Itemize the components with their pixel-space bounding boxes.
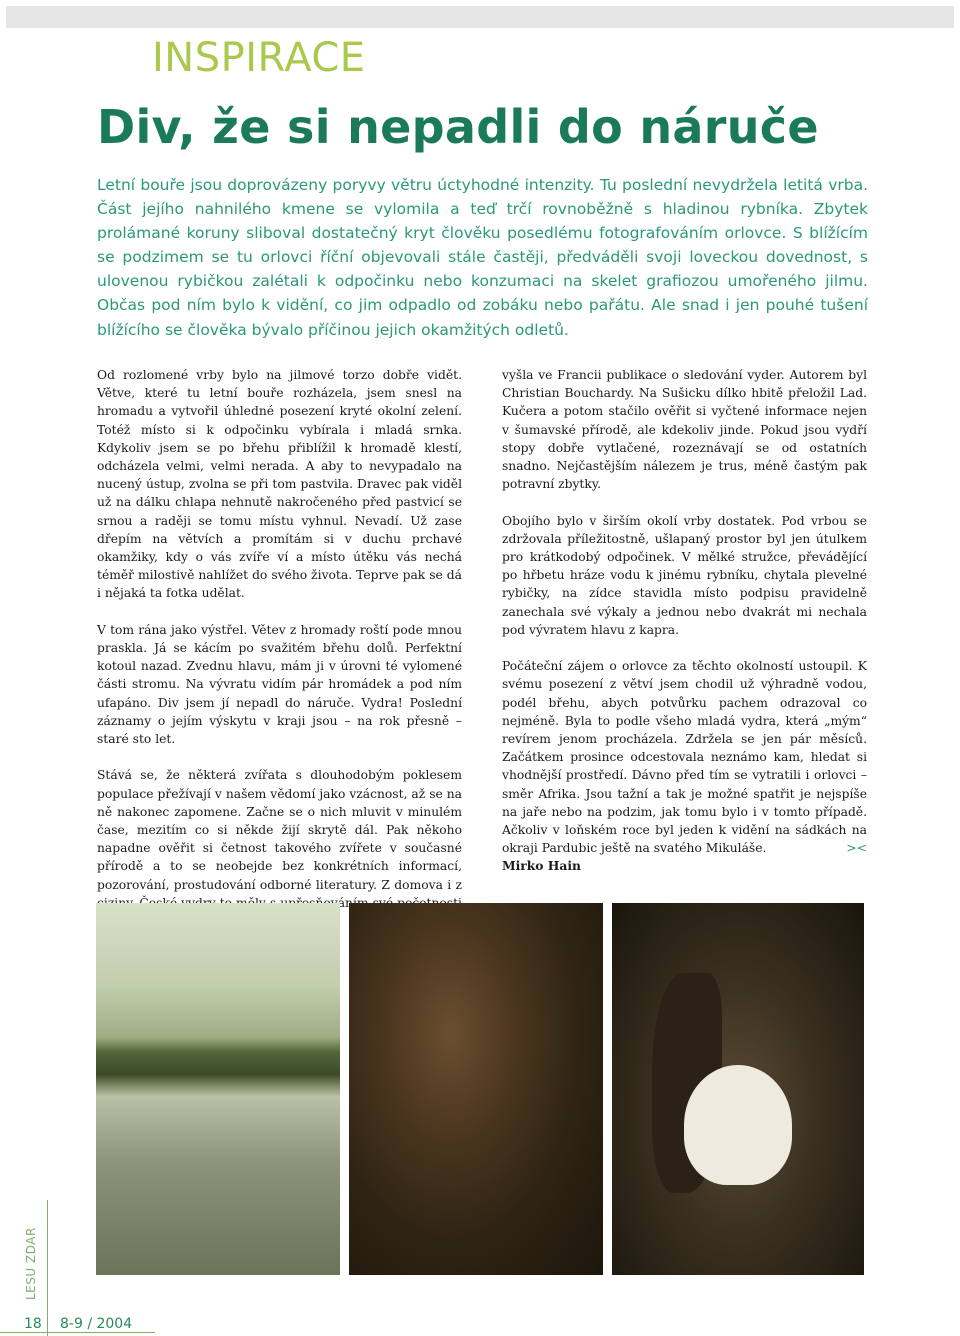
end-mark: >< [846,841,867,856]
photo-pond-landscape [96,903,340,1275]
paragraph: V tom rána jako výstřel. Větev z hromady roští pode mnou praskla. Já se kácím po svažitém břehu dolů. Perfektní kotoul nazad. Zvednu hlavu, mám ji v úrovni té vylomené části stromu. Na vývratu vidím pár hromádek a pod ním ufapáno. Div jsem jí nepadl do náruče. Vydra! Poslední záznamy o jejím výskytu v kraji jsou – na rok přesně – staré sto let. [97,622,462,747]
body-column-right [502,366,867,894]
issue-number: 8-9 / 2004 [60,1316,133,1332]
footer-horizontal-line [0,1332,155,1333]
osprey-breast [684,1065,792,1185]
journal-name: LESU ZDAR [24,1227,38,1300]
footer-divider [47,1306,48,1336]
body-column-left [97,366,462,948]
paragraph: Stává se, že některá zvířata s dlouhodobým poklesem populace přežívají v našem vědomí jako vzácnost, až se na ně nakonec zapomene. Začne se o nich mluvit v minulém čase, mezitím co si někde žijí skrytě dál. Pak někoho napadne ověřit si četnost takového zvířete v současné přírodě a to se neobejde bez konkrétních informací, pozorování, prostudování odborné literatury. Z domova i z [97,768,462,892]
photo-otter-in-branches [349,903,603,1275]
paragraph: Od rozlomené vrby bylo na jilmové torzo dobře vidět. Větve, které tu letní bouře rozházela, jsem snesl na hromadu a vytvořil úhledné posezení kryté okolní zelení. Totéž místo si k odpočinku vybírala i mladá srnka. Kdykoliv jsem se po břehu přiblížil k hromadě klestí, odcházela velmi, velmi nerada. A aby to nevypadalo na nucený ústup, zvolna se při tom pastvila. Dravec pak viděl už na dálku chlapa nehnutě nakročeného před pastvicí se srnou a raději se tomu místu vyhnul. Nevadí. Už zase dřepím na větvích a promítám si v duchu prchavé okamžiky, kdy o vás zvíře ví a místo útěku vás nechá téměř milostivě nahlížet do svého života. Teprve pak se dá i nějaká ta fotka udělat. [97,368,462,601]
paragraph [502,657,867,857]
page-number: 18 [24,1316,42,1332]
header-bar [6,6,954,28]
photo-osprey [612,903,864,1275]
author-name: Mirko Hain [502,858,581,874]
paragraph: vyšla ve Francii publikace o sledování vyder. Autorem byl Christian Bouchardy. Na Sušicku dílko hbitě přeložil Lad. Kučera a potom stačilo ověřit si vyčtené informace nejen v šumavské přírodě, ale kdekoliv jinde. Pokud jsou vydří stopy dobře vytlačené, rozeznávají se od ostatních snadno. Nejčastějším nálezem je trus, méně častým pak potravní zbytky. [502,368,867,492]
article-headline: Div, že si nepadli do náruče [97,100,819,154]
article-lead: Letní bouře jsou doprovázeny poryvy větru úctyhodné intenzity. Tu poslední nevydržela letitá vrba. Část jejího nahnilého kmene se vylomila a teď trčí rovnoběžně s hladinou rybníka. Zbytek prolámané koruny sliboval dostatečný kryt člověku posedlému fotografováním orlovce. S blížícím se podzimem se tu orlovci říční objevovali stále častěji, předváděli svoji loveckou dovednost, s ulovenou rybičkou zalétali k odpočinku nebo konzumaci na skelet grafiozou umořeného jilmu. Občas pod ním bylo k vidění, co jim odpadlo od zobáku nebo pařátu. Ale snad i jen pouhé tušení blížícího se člověka bývalo příčinou jejich okamžitých odletů. [97,176,868,339]
paragraph: Obojího bylo v širším okolí vrby dostatek. Pod vrbou se zdržovala příležitostně, ušlapaný prostor byl jen útulkem pro krátkodobý odpočinek. V mělké stružce, převádějící po hřbetu hráze vodu k jinému rybníku, chytala plevelné rybičky, na zídce stavidla místo podpisu pravidelně zanechala své výkaly a jednou nebo dvakrát mi nechala pod vývratem hlavu z kapra. [502,513,867,637]
section-label: INSPIRACE [152,35,366,81]
paragraph-text: Počáteční zájem o orlovce za těchto okolností ustoupil. K svému posezení z větví jsem chodil už výhradně vodou, podél břehu, abych potvůrku pachem odrazoval co nejméně. Byla to podle všeho mladá vydra, která „mým“ revírem jenom procházela. Zdržela se jen pár měsíců. Začátkem prosince odcestovala neznámo kam, hledat si vhodnější prostředí. Dávno před tím se vytratili i orlovci – směr Afrika. Jsou tažní a tak je možné spatřit je nejspíše na jaře nebo na podzim, jak tomu bylo i v tomto případě. Ačkoliv v loňském roce byl jeden k vidění na sádkách na okraji Pardubic ještě na svatého Mikuláše. [502,659,867,856]
